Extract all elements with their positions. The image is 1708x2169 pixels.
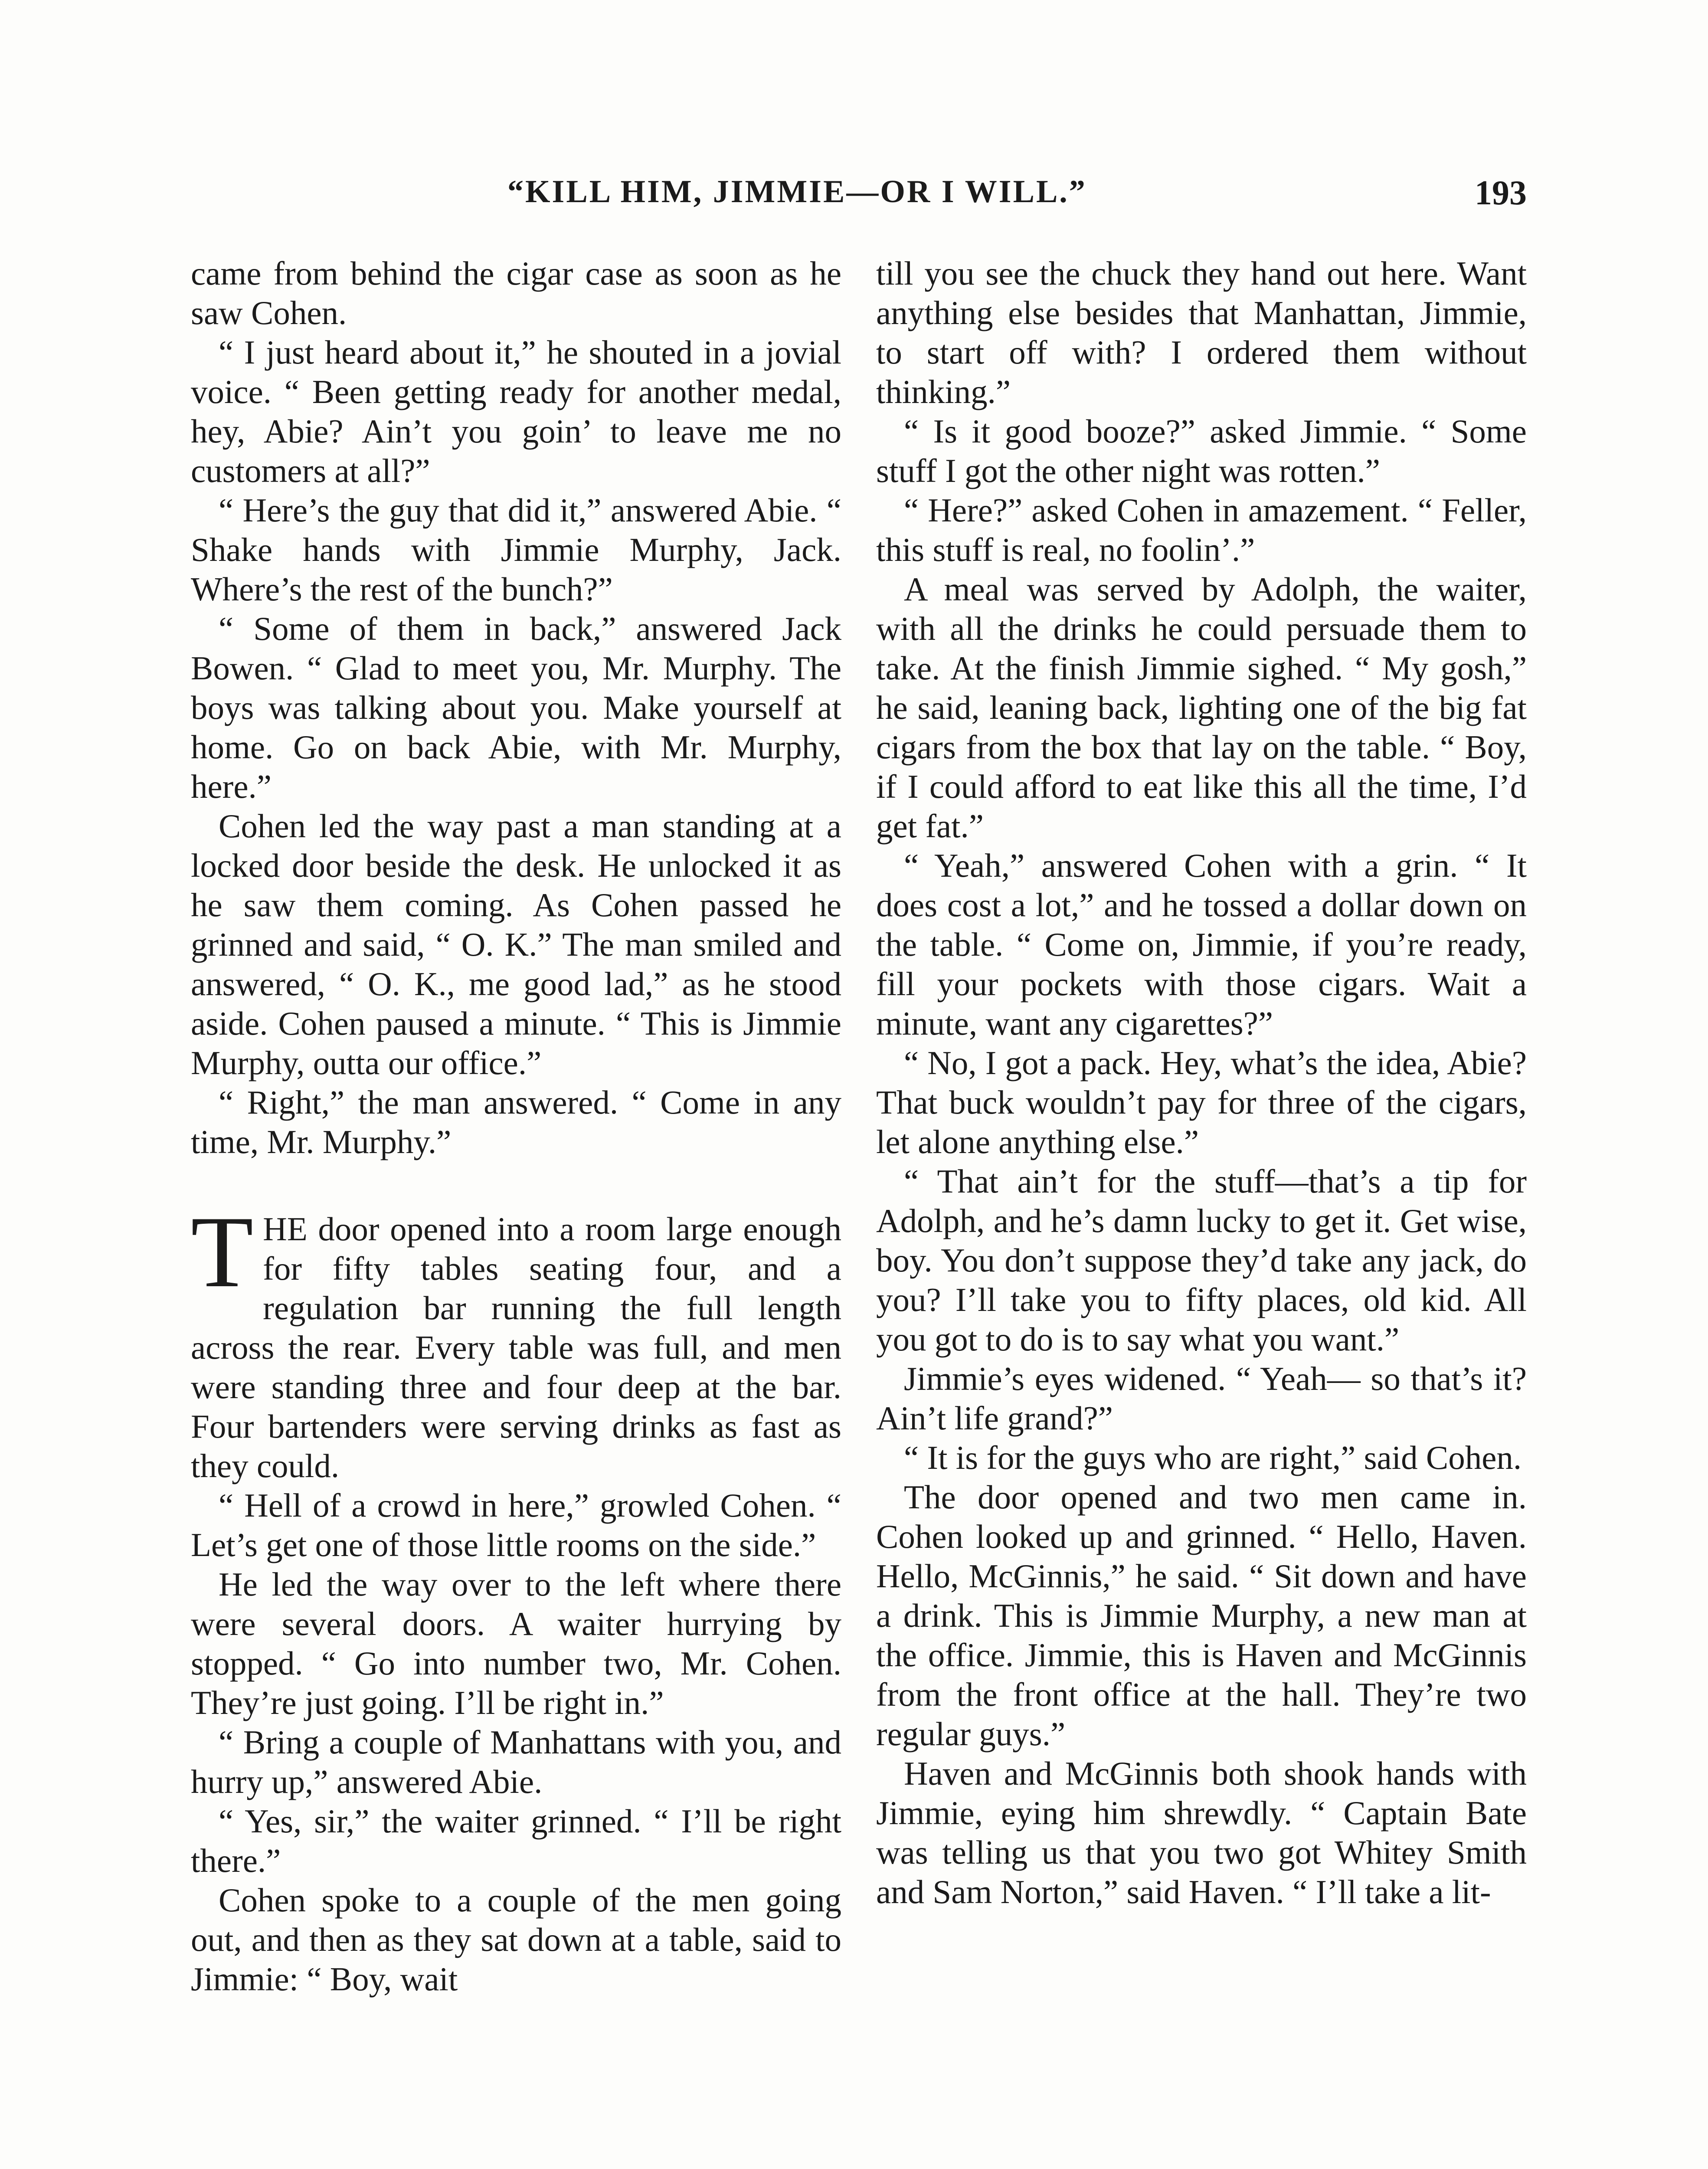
paragraph: “ Yes, sir,” the waiter grinned. “ I’ll be right there.”	[191, 1802, 841, 1879]
paragraph: “ No, I got a pack. Hey, what’s the idea, Abie? That buck wouldn’t pay for three of the cigars, let alone anything else.”	[876, 1044, 1527, 1160]
paragraph: “ Bring a couple of Manhattans with you, and hurry up,” answered Abie.	[191, 1723, 841, 1800]
paragraph: Cohen spoke to a couple of the men going out, and then as they sat down at a table, said to Jimmie: “ Boy, wait	[191, 1881, 841, 1998]
right-column	[876, 254, 1527, 1912]
paragraph: “ Hell of a crowd in here,” growled Cohen. “ Let’s get one of those little rooms on the side.”	[191, 1487, 841, 1563]
paragraph: “ Some of them in back,” answered Jack Bowen. “ Glad to meet you, Mr. Murphy. The boys was talking about you. Make yourself at home. Go on back Abie, with Mr. Murphy, here.”	[191, 610, 841, 805]
paragraph: “ Yeah,” answered Cohen with a grin. “ It does cost a lot,” and he tossed a dollar down on the table. “ Come on, Jimmie, if you’re ready, fill your pockets with those cigars. Wait a minute, want any cigarettes?”	[876, 847, 1527, 1042]
paragraph: “ Here?” asked Cohen in amazement. “ Feller, this stuff is real, no foolin’.”	[876, 491, 1527, 568]
paragraph: “ That ain’t for the stuff—that’s a tip for Adolph, and he’s damn lucky to get it. Get wise, boy. You don’t suppose they’d take any jack, do you? I’ll take you to fifty places, old kid. All you got to do is to say what you want.”	[876, 1163, 1527, 1358]
drop-cap: T	[191, 1196, 254, 1309]
paragraph: A meal was served by Adolph, the waiter, with all the drinks he could persuade them to take. At the finish Jimmie sighed. “ My gosh,” he said, leaning back, lighting one of the big fat cigars from the box that lay on the table. “ Boy, if I could afford to eat like this all the time, I’d get fat.”	[876, 570, 1527, 845]
page-number: 193	[1475, 174, 1527, 212]
paragraph: The door opened and two men came in. Cohen looked up and grinned. “ Hello, Haven. Hello, McGinnis,” he said. “ Sit down and have a drink. This is Jimmie Murphy, a new man at the office. Jimmie, this is Haven and McGinnis from the front office at the hall. They’re two regular guys.”	[876, 1478, 1527, 1753]
paragraph: “ Here’s the guy that did it,” answered Abie. “ Shake hands with Jimmie Murphy, Jack. Where’s the rest of the bunch?”	[191, 491, 841, 608]
paragraph: “ Right,” the man answered. “ Come in any time, Mr. Murphy.”	[191, 1084, 841, 1160]
running-head: “KILL HIM, JIMMIE—OR I WILL.”	[507, 174, 1087, 210]
paragraph: “ Is it good booze?” asked Jimmie. “ Some stuff I got the other night was rotten.”	[876, 413, 1527, 489]
paragraph: “ It is for the guys who are right,” said Cohen.	[904, 1439, 1522, 1476]
paragraph: “ I just heard about it,” he shouted in a jovial voice. “ Been getting ready for another medal, hey, Abie? Ain’t you goin’ to leave me no customers at all?”	[191, 334, 841, 489]
page-header	[191, 174, 1527, 226]
paragraph: Jimmie’s eyes widened. “ Yeah— so that’s it? Ain’t life grand?”	[876, 1360, 1527, 1437]
section-opening-paragraph	[191, 1196, 841, 1486]
paragraph: came from behind the cigar case as soon as he saw Cohen.	[191, 255, 841, 331]
left-column	[191, 254, 841, 1999]
section-opening-text: HE door opened into a room large enough for fifty tables seating four, and a regulation bar running the full length across the rear. Every table was full, and men were standing three and four deep at the bar. Four bartenders were serving drinks as fast as they could.	[191, 1210, 841, 1484]
paragraph: He led the way over to the left where there were several doors. A waiter hurrying by stopped. “ Go into number two, Mr. Cohen. They’re just going. I’ll be right in.”	[191, 1566, 841, 1721]
paragraph: Haven and McGinnis both shook hands with Jimmie, eying him shrewdly. “ Captain Bate was telling us that you two got Whitey Smith and Sam Norton,” said Haven. “ I’ll take a lit-	[876, 1755, 1527, 1910]
paragraph: till you see the chuck they hand out here. Want anything else besides that Manhattan, Jimmie, to start off with? I ordered them without thinking.”	[876, 255, 1527, 410]
paragraph: Cohen led the way past a man standing at a locked door beside the desk. He unlocked it as he saw them coming. As Cohen passed he grinned and said, “ O. K.” The man smiled and answered, “ O. K., me good lad,” as he stood aside. Cohen paused a minute. “ This is Jimmie Murphy, outta our office.”	[191, 807, 841, 1081]
